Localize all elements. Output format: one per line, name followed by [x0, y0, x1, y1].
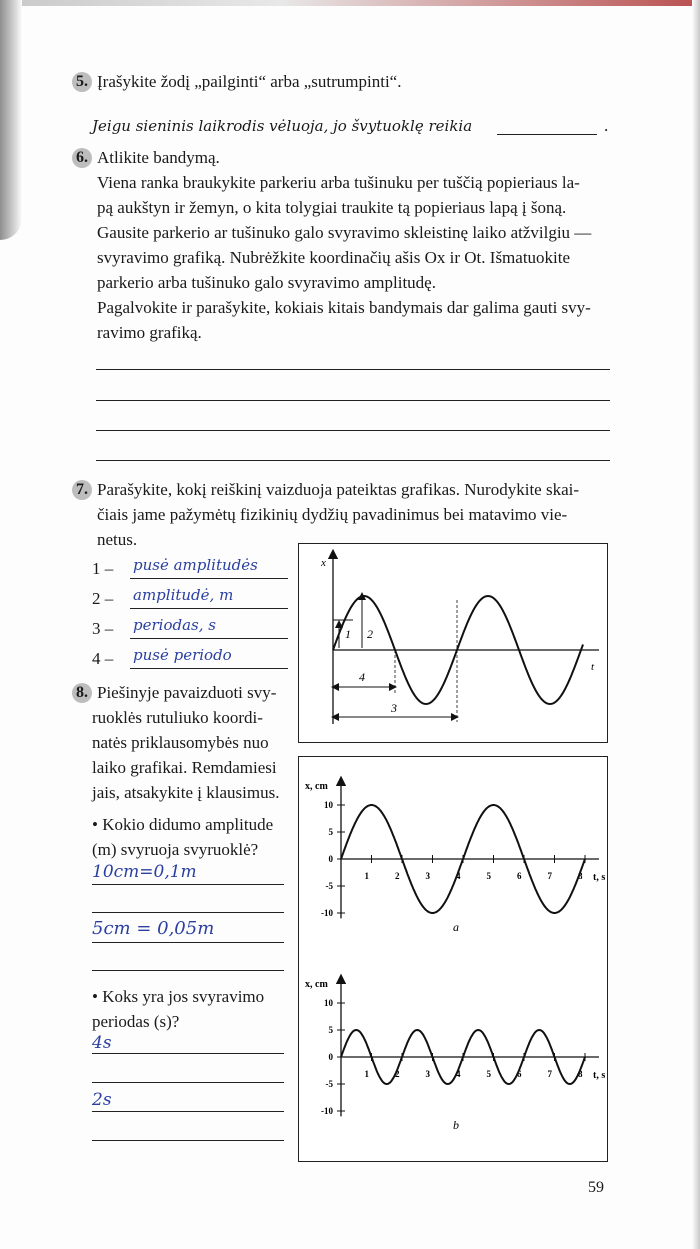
- chart-a-ylabel: x, cm: [305, 780, 328, 792]
- chart-b-x-tick-label: 5: [486, 1069, 491, 1079]
- chart-a-x-tick-label: 3: [425, 871, 430, 881]
- task7-answer-2[interactable]: amplitudė, m: [133, 586, 234, 604]
- chart-b-y-tick-label: -5: [325, 1079, 333, 1089]
- task8-question-2: periodas (s)?: [92, 1012, 180, 1031]
- chart-b: [299, 955, 607, 1155]
- task7-number: 7.: [72, 480, 92, 500]
- page-right-edge: [692, 0, 700, 1249]
- task7-item-label: 3 –: [92, 619, 114, 638]
- page-number: 59: [588, 1179, 604, 1196]
- task8-question-2: • Koks yra jos svyravimo: [92, 987, 265, 1006]
- task8-answer-1b[interactable]: 5cm = 0,05m: [92, 918, 215, 939]
- task8-line: ruoklės rutuliuko koordi-: [92, 708, 263, 727]
- chart-b-y-tick-label: 5: [328, 1025, 333, 1035]
- task8-line: jais, atsakykite į klausimus.: [92, 783, 280, 802]
- task7-graph-frame: [298, 543, 608, 743]
- task7-answer-line-2: [130, 608, 288, 609]
- chart-a-y-tick-label: 5: [328, 827, 333, 837]
- chart-b-x-tick-label: 8: [578, 1069, 583, 1079]
- chart-b-title: b: [453, 1118, 459, 1132]
- task6-answer-line-1[interactable]: [96, 369, 610, 370]
- task6-line: Gausite parkerio ar tušinuko galo svyravimo skleistinę laiko atžvilgiu —: [97, 223, 592, 242]
- task6-line: Pagalvokite ir parašykite, kokiais kitais bandymais dar galima gauti svy-: [97, 298, 591, 317]
- chart-a-x-tick-label: 4: [456, 871, 461, 881]
- chart-b-x-tick-label: 4: [456, 1069, 461, 1079]
- task8-answer-line: [92, 970, 284, 971]
- chart-a-xlabel: t, s: [593, 872, 606, 883]
- task5-number: 5.: [72, 72, 92, 92]
- task5-instruction: Įrašykite žodį „pailginti“ arba „sutrumpinti“.: [97, 72, 402, 91]
- task7-graph: [299, 544, 607, 742]
- chart-a: [299, 757, 607, 957]
- task7-x-label: x: [321, 557, 326, 569]
- task7-answer-3[interactable]: periodas, s: [133, 616, 216, 634]
- task8-answer-line: [92, 942, 284, 943]
- chart-b-y-tick-label: 0: [328, 1052, 333, 1062]
- task7-line: čiais jame pažymėtų fizikinių dydžių pavadinimus bei matavimo vie-: [97, 505, 568, 524]
- chart-a-title: a: [453, 920, 459, 934]
- chart-a-y-tick-label: -10: [321, 908, 333, 918]
- page-binding-shadow: [0, 0, 22, 240]
- task8-question-1: • Kokio didumo amplitude: [92, 815, 274, 834]
- task8-answer-1a[interactable]: 10cm=0,1m: [92, 862, 197, 882]
- task7-item-label: 1 –: [92, 559, 114, 578]
- task6-answer-line-2[interactable]: [96, 400, 610, 401]
- task6-answer-line-3[interactable]: [96, 430, 610, 431]
- task6-number: 6.: [72, 148, 92, 168]
- task8-line: laiko grafikai. Remdamiesi: [92, 758, 277, 777]
- task7-line: Parašykite, kokį reiškinį vaizduoja pateiktas grafikas. Nurodykite skai-: [97, 480, 580, 499]
- task8-answer-line: [92, 1111, 284, 1112]
- task7-answer-line-3: [130, 638, 288, 639]
- task7-marker4: 4: [359, 670, 365, 684]
- chart-b-y-tick-label: 10: [324, 998, 333, 1008]
- task6-title: Atlikite bandymą.: [97, 148, 220, 167]
- chart-a-y-tick-label: -5: [325, 881, 333, 891]
- chart-a-x-tick-label: 8: [578, 871, 583, 881]
- task6-answer-line-4[interactable]: [96, 460, 610, 461]
- chart-b-x-tick-label: 1: [364, 1069, 369, 1079]
- task7-answer-line-4: [130, 668, 288, 669]
- task8-answer-2b[interactable]: 2s: [92, 1090, 112, 1110]
- chart-a-y-tick-label: 10: [324, 800, 333, 810]
- chart-b-ylabel: x, cm: [305, 978, 328, 990]
- task8-answer-line: [92, 884, 284, 885]
- task6-line: Viena ranka braukykite parkeriu arba tušinuku per tuščią popieriaus la-: [97, 173, 580, 192]
- chart-b-x-tick-label: 6: [517, 1069, 522, 1079]
- task7-marker2: 2: [367, 627, 373, 641]
- task6-line: svyravimo grafiką. Nubrėžkite koordinačių ašis Ox ir Ot. Išmatuokite: [97, 248, 571, 267]
- task8-answer-line: [92, 1082, 284, 1083]
- task5-sentence-end: .: [604, 116, 609, 135]
- task6-line: parkerio arba tušinuko galo svyravimo amplitudę.: [97, 273, 436, 292]
- chart-b-x-tick-label: 3: [425, 1069, 430, 1079]
- task6-line: ravimo grafiką.: [97, 323, 202, 342]
- task8-line: Piešinyje pavaizduoti svy-: [97, 683, 277, 702]
- task7-t-label: t: [591, 661, 595, 673]
- task7-answer-1[interactable]: pusė amplitudės: [133, 556, 258, 574]
- chart-a-x-tick-label: 6: [517, 871, 522, 881]
- task7-item-label: 2 –: [92, 589, 114, 608]
- task7-item-label: 4 –: [92, 649, 114, 668]
- task7-answer-line-1: [130, 578, 288, 579]
- task8-answer-line: [92, 912, 284, 913]
- chart-b-x-tick-label: 7: [547, 1069, 552, 1079]
- chart-b-y-tick-label: -10: [321, 1106, 333, 1116]
- task8-graphs-frame: [298, 756, 608, 1162]
- task6-line: pą aukštyn ir žemyn, o kita tolygiai traukite tą popieriaus lapą į šoną.: [97, 198, 567, 217]
- task7-line: netus.: [97, 530, 138, 549]
- task8-question-1: (m) svyruoja svyruoklė?: [92, 840, 259, 859]
- chart-b-xlabel: t, s: [593, 1070, 606, 1081]
- chart-a-y-tick-label: 0: [328, 854, 333, 864]
- task8-answer-2a[interactable]: 4s: [92, 1033, 112, 1053]
- chart-a-x-tick-label: 7: [547, 871, 552, 881]
- task8-answer-line: [92, 1053, 284, 1054]
- task5-answer-line[interactable]: [497, 134, 597, 135]
- chart-a-x-tick-label: 1: [364, 871, 369, 881]
- task8-line: natės priklausomybės nuo: [92, 733, 269, 752]
- task8-answer-line: [92, 1140, 284, 1141]
- chart-a-x-tick-label: 2: [395, 871, 400, 881]
- page-top-edge: [0, 0, 700, 6]
- task7-marker3: 3: [391, 701, 397, 715]
- task7-answer-4[interactable]: pusė periodo: [133, 646, 232, 664]
- task5-sentence: Jeigu sieninis laikrodis vėluoja, jo švytuoklę reikia: [92, 117, 473, 135]
- chart-b-x-tick-label: 2: [395, 1069, 400, 1079]
- chart-a-x-tick-label: 5: [486, 871, 491, 881]
- task8-number: 8.: [72, 683, 92, 703]
- task7-marker1: 1: [345, 627, 351, 641]
